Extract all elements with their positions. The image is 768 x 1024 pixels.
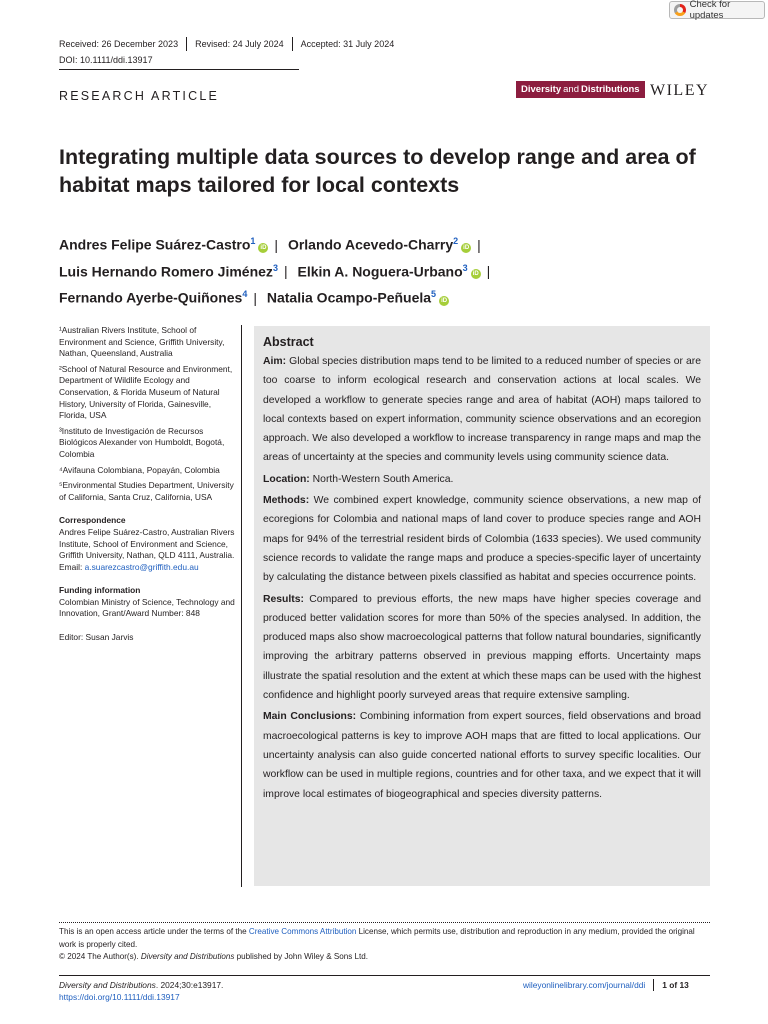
section-text: Combining information from expert sources, field observations and broad macroecological patterns is key to improve AOH maps that are fitted to local applications. Our uncertainty analysis can also guide concerted national efforts to survey specific localities. Our workflow can be used in multiple regions, countries and for other taxa, and we expect that it will improve local estimates of biogeographical and species diversity patterns. bbox=[263, 711, 701, 800]
author-name[interactable]: Natalia Ocampo-Peñuela bbox=[266, 289, 432, 306]
footer-rule bbox=[59, 975, 710, 976]
affiliation: ¹Australian Rivers Institute, School of Environment and Science, Griffith University, Nathan, Queensland, Australia bbox=[59, 325, 225, 359]
article-title: Integrating multiple data sources to develop range and area of habitat maps tailored for local contexts bbox=[59, 145, 696, 197]
email-label: Email: bbox=[59, 561, 83, 572]
email-link[interactable]: a.suarezcastro@griffith.edu.au bbox=[84, 561, 199, 572]
author-list bbox=[59, 230, 739, 310]
affiliations-column bbox=[59, 325, 235, 644]
check-for-updates-button[interactable] bbox=[669, 1, 765, 19]
citation-details: . 2024;30:e13917. bbox=[155, 980, 224, 990]
section-label: Main Conclusions: bbox=[263, 711, 357, 723]
accepted-date: Accepted: 31 July 2024 bbox=[300, 39, 395, 49]
author-separator: | bbox=[283, 263, 288, 280]
check-for-updates-label: Check for updates bbox=[689, 0, 731, 21]
article-type: RESEARCH ARTICLE bbox=[59, 89, 220, 103]
affiliation: ⁵Environmental Studies Department, University of California, Santa Cruz, California, USA bbox=[59, 480, 234, 502]
correspondence-email bbox=[59, 562, 235, 574]
footer-right bbox=[523, 979, 689, 991]
correspondence-text: Andres Felipe Suárez-Castro, Australian Rivers Institute, School of Environment and Science, Griffith University, Nathan, QLD 4111, Australia. bbox=[59, 526, 235, 561]
doi-link[interactable]: https://doi.org/10.1111/ddi.13917 bbox=[59, 992, 180, 1003]
affiliation: ³Instituto de Investigación de Recursos Biológicos Alexander von Humboldt, Bogotá, Colombia bbox=[59, 425, 225, 459]
funding-heading: Funding information bbox=[59, 585, 141, 596]
citation-line bbox=[59, 979, 223, 991]
author-name[interactable]: Orlando Acevedo-Charry bbox=[287, 236, 454, 253]
author-name[interactable]: Luis Hernando Romero Jiménez bbox=[59, 263, 273, 280]
orcid-icon[interactable]: iD bbox=[260, 244, 267, 251]
revised-date: Revised: 24 July 2024 bbox=[195, 39, 284, 49]
abstract-divider bbox=[241, 325, 242, 887]
affiliation: ²School of Natural Resource and Environment, Department of Wildlife Ecology and Conservation, & Florida Museum of Natural History, University of Florida, Gainesville, Florida, USA bbox=[59, 363, 233, 421]
section-text: North-Western South America. bbox=[312, 473, 454, 485]
journal-badge-part: Diversity bbox=[521, 84, 562, 95]
author-affiliation-number: 4 bbox=[242, 289, 248, 300]
article-dates bbox=[59, 37, 394, 51]
abstract-section bbox=[263, 491, 701, 587]
journal-badge-and: and bbox=[563, 84, 579, 95]
article-doi: DOI: 10.1111/ddi.13917 bbox=[59, 55, 153, 65]
abstract-section bbox=[263, 590, 701, 706]
section-label: Methods: bbox=[263, 495, 310, 507]
author-name[interactable]: Fernando Ayerbe-Quiñones bbox=[59, 289, 243, 306]
journal-badge bbox=[516, 81, 645, 98]
author-affiliation-number: 3 bbox=[462, 262, 468, 273]
author-separator: | bbox=[486, 263, 491, 280]
affiliation: ⁴Avifauna Colombiana, Popayán, Colombia bbox=[59, 464, 220, 475]
author-affiliation-number: 5 bbox=[431, 289, 437, 300]
section-label: Aim: bbox=[263, 356, 287, 367]
author-name[interactable]: Elkin A. Noguera-Urbano bbox=[297, 263, 463, 280]
footer-divider bbox=[653, 979, 654, 991]
author-affiliation-number: 2 bbox=[453, 236, 459, 246]
orcid-icon[interactable]: iD bbox=[463, 244, 470, 251]
footer-citation bbox=[59, 979, 223, 1004]
copyright-journal: Diversity and Distributions bbox=[140, 952, 235, 962]
author-line bbox=[59, 257, 739, 284]
page-number: 1 of 13 bbox=[662, 980, 689, 990]
author-line bbox=[59, 230, 739, 257]
section-label: Results: bbox=[263, 593, 304, 605]
received-date: Received: 26 December 2023 bbox=[59, 39, 179, 49]
author-name[interactable]: Andres Felipe Suárez-Castro bbox=[59, 236, 251, 253]
citation-journal: Diversity and Distributions bbox=[59, 980, 156, 990]
author-separator: | bbox=[253, 289, 257, 306]
publisher-logo: WILEY bbox=[650, 82, 710, 99]
abstract-title: Abstract bbox=[263, 335, 314, 349]
funding-text: Colombian Ministry of Science, Technology and Innovation, Grant/Award Number: 848 bbox=[59, 596, 235, 619]
abstract-section bbox=[263, 707, 701, 803]
copyright-text: © 2024 The Author(s). bbox=[59, 952, 141, 962]
orcid-icon[interactable]: iD bbox=[472, 271, 479, 278]
copyright-text: published by John Wiley & Sons Ltd. bbox=[234, 952, 369, 962]
section-label: Location: bbox=[263, 473, 310, 485]
abstract-section bbox=[263, 352, 701, 468]
license-text: License, which permits use, distribution and reproduction in any medium, provided the original work is properly cited. bbox=[59, 927, 695, 949]
journal-site-link[interactable]: wileyonlinelibrary.com/journal/ddi bbox=[523, 980, 646, 990]
orcid-icon[interactable]: iD bbox=[441, 297, 448, 304]
author-line bbox=[59, 283, 739, 310]
author-affiliation-number: 3 bbox=[272, 262, 278, 273]
license-link[interactable]: Creative Commons Attribution bbox=[248, 927, 357, 936]
author-separator: | bbox=[274, 236, 279, 253]
correspondence-heading: Correspondence bbox=[59, 515, 126, 526]
section-text: We combined expert knowledge, community science observations, a new map of ecoregions for Colombia and national maps of land cover to produce species range and AOH maps for 94% of the terrestrial resident birds of Colombia (1633 species). We used community science records to validate the range maps and produce a species-specific layer of uncertainty by calculating the distance between pixels classified as habitat and species occurrence points. bbox=[263, 495, 702, 584]
check-for-updates-icon bbox=[674, 4, 686, 16]
journal-badge-part: Distributions bbox=[581, 84, 640, 95]
license-divider bbox=[59, 922, 710, 923]
author-separator: | bbox=[477, 236, 481, 253]
abstract-box bbox=[254, 326, 710, 886]
license-text: This is an open access article under the terms of the bbox=[59, 927, 249, 936]
date-divider bbox=[186, 37, 187, 51]
date-divider bbox=[292, 37, 293, 51]
license-note bbox=[59, 926, 710, 964]
editor-note: Editor: Susan Jarvis bbox=[59, 632, 134, 643]
abstract-section bbox=[263, 470, 701, 489]
section-text: Global species distribution maps tend to be limited to a reduced number of species or are too coarse to inform ecological research and conservation actions at local scales. We developed a workflow to generate species range and area of habitat (AOH) maps tailored to local contexts based on expert information, community science observations and an ecoregion approach. We also developed a workflow to increase transparency in range maps and map the areas of uncertainty at the species and community levels using community science data. bbox=[263, 356, 702, 464]
author-affiliation-number: 1 bbox=[250, 236, 256, 246]
section-text: Compared to previous efforts, the new maps have higher species coverage and produced better validation scores for more than 50% of the species analysed. In addition, the produced maps also show macroecological patterns that follow natural boundaries, significantly improving the arbitrary patterns observed in previous mapping efforts. Uncertainty maps illustrate the spatial resolution and the extent at which these maps can be used with the highest confidence and highlight poorly surveyed areas that require extensive sampling. bbox=[263, 593, 701, 702]
header-rule bbox=[59, 69, 299, 70]
